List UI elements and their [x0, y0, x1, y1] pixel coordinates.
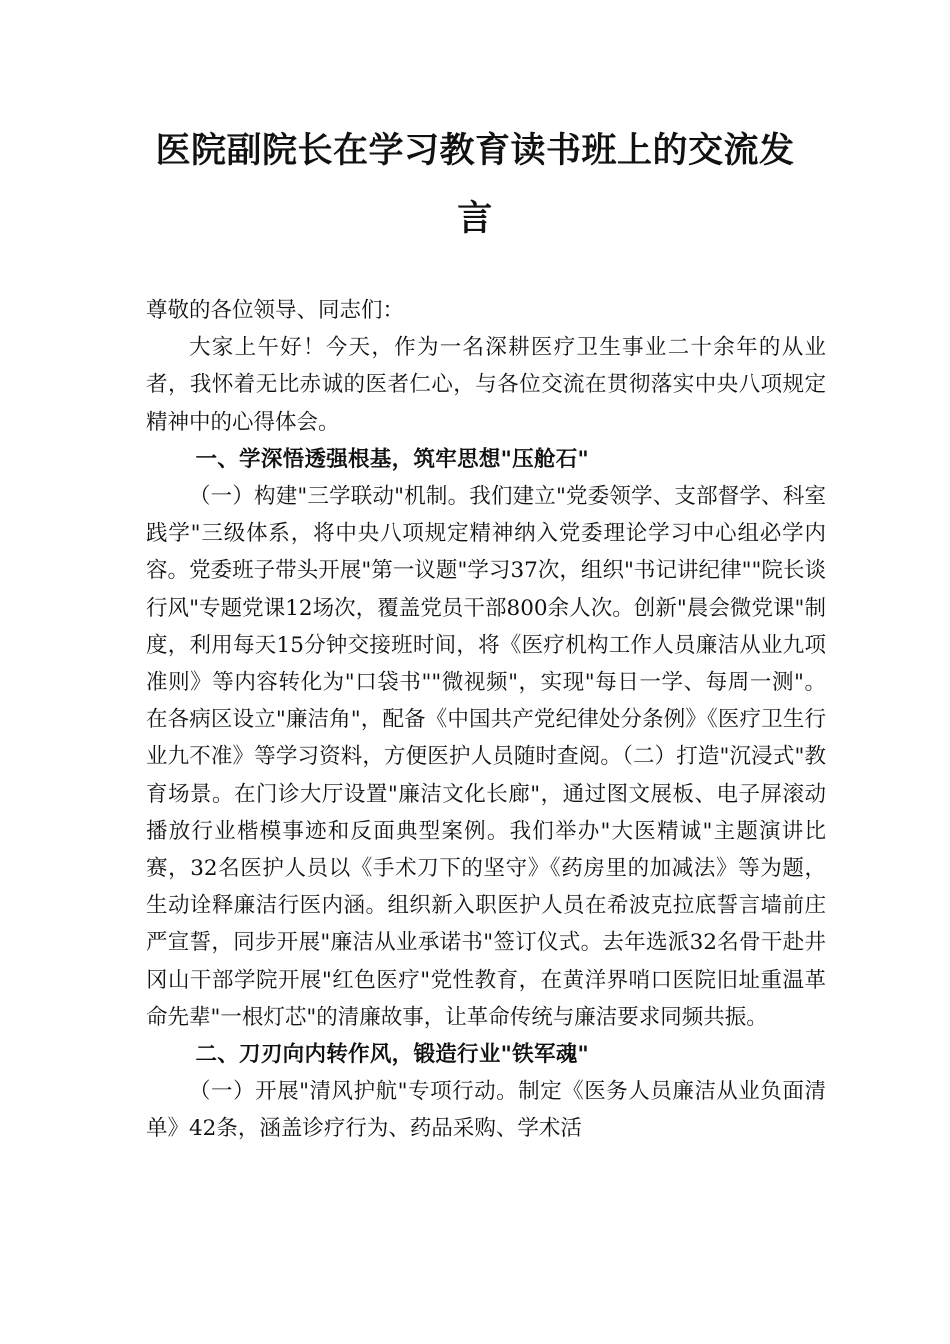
- section-2-heading: 二、刀刃向内转作风，锻造行业"铁军魂": [195, 1042, 590, 1068]
- document-title-line-2: 言: [457, 198, 493, 239]
- section-1-paragraph: （一）构建"三学联动"机制。我们建立"党委领学、支部督学、科室践学"三级体系，将中央八项规定精神纳入党委理论学习中心组必学内容。党委班子带头开展"第一议题"学习37次，组织"书记讲纪律""院长谈行风"专题党课12场次，覆盖党员干部800余人次。创新"晨会微党课"制度，利用每天15分钟交接班时间，将《医疗机构工作人员廉洁从业九项准则》等内容转化为"口袋书""微视频"，实现"每日一学、每周一测"。在各病区设立"廉洁角"，配备《中国共产党纪律处分条例》《医疗卫生行业九不准》等学习资料，方便医护人员随时查阅。（二）打造"沉浸式"教育场景。在门诊大厅设置"廉洁文化长廊"，通过图文展板、电子屏滚动播放行业楷模事迹和反面典型案例。我们举办"大医精诚"主题演讲比赛，32名医护人员以《手术刀下的坚守》《药房里的加减法》等为题，生动诠释廉洁行医内涵。组织新入职医护人员在希波克拉底誓言墙前庄严宣誓，同步开展"廉洁从业承诺书"签订仪式。去年选派32名骨干赴井冈山干部学院开展"红色医疗"党性教育，在黄洋界哨口医院旧址重温革命先辈"一根灯芯"的清廉故事，让革命传统与廉洁要求同频共振。: [146, 484, 826, 1030]
- document-title-line-1: 医院副院长在学习教育读书班上的交流发: [155, 130, 795, 171]
- intro-paragraph: 大家上午好！今天，作为一名深耕医疗卫生事业二十余年的从业者，我怀着无比赤诚的医者仁心，与各位交流在贯彻落实中央八项规定精神中的心得体会。: [146, 335, 826, 435]
- document-body: [146, 292, 826, 1148]
- salutation: 尊敬的各位领导、同志们：: [146, 298, 405, 323]
- section-1-heading: 一、学深悟透强根基，筑牢思想"压舱石": [195, 446, 590, 472]
- section-2-paragraph: （一）开展"清风护航"专项行动。制定《医务人员廉洁从业负面清单》42条，涵盖诊疗行为、药品采购、学术活: [146, 1079, 826, 1142]
